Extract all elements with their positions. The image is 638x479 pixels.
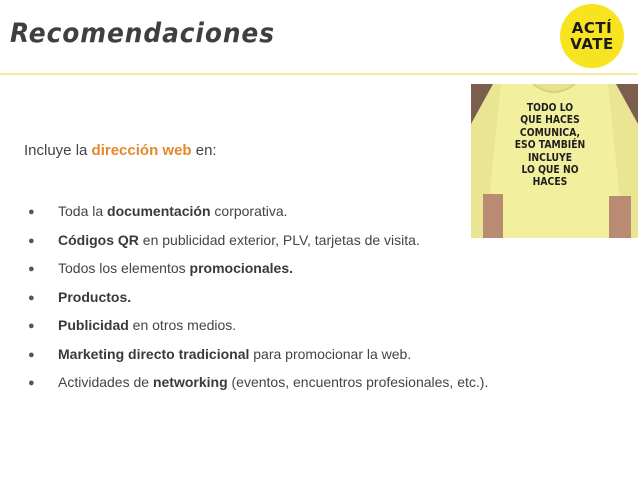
- list-item: [28, 369, 488, 398]
- intro-after: en:: [191, 142, 217, 159]
- slogan-line: INCLUYE: [527, 151, 573, 164]
- item-bold: Marketing directo tradicional: [58, 345, 250, 362]
- logo-line-1: ACTÍ: [571, 19, 613, 37]
- bullet-icon: ●: [28, 377, 35, 389]
- list-item: [28, 284, 488, 313]
- bullet-icon: ●: [28, 291, 35, 304]
- bullet-icon: ●: [28, 234, 35, 247]
- item-bold: promocionales.: [189, 260, 293, 276]
- item-bold: Productos.: [58, 288, 132, 305]
- list-item: [28, 198, 488, 227]
- slogan-line: LO QUE NO: [521, 164, 579, 177]
- item-text: en otros medios.: [128, 317, 237, 333]
- item-text: Toda la: [58, 203, 108, 219]
- slogan-line: COMUNICA,: [519, 126, 581, 139]
- item-bold: Códigos QR: [58, 231, 139, 248]
- bullet-icon: ●: [28, 263, 35, 275]
- bullet-icon: ●: [28, 206, 35, 218]
- slogan-line: TODO LO: [526, 102, 574, 114]
- item-bold: documentación: [107, 203, 211, 219]
- list-item: [28, 227, 488, 256]
- item-text: para promocionar la web.: [249, 345, 412, 362]
- bullet-icon: ●: [28, 320, 35, 332]
- slogan-line: QUE HACES: [520, 114, 580, 127]
- slogan-line: HACES: [532, 176, 568, 189]
- list-item: [28, 341, 488, 370]
- list-item: [28, 255, 488, 284]
- item-bold: Publicidad: [58, 317, 129, 333]
- item-text: en publicidad exterior, PLV, tarjetas de visita.: [138, 231, 420, 248]
- header-divider: [0, 73, 638, 75]
- item-text: Actividades de: [58, 374, 153, 390]
- slogan-line: ESO TAMBIÉN: [514, 139, 586, 152]
- logo-line-2: VATE: [570, 35, 614, 53]
- bullet-icon: ●: [28, 348, 35, 361]
- item-text: (eventos, encuentros profesionales, etc.).: [227, 374, 489, 390]
- tshirt-slogan: [510, 102, 589, 189]
- item-text: Todos los elementos: [58, 260, 190, 276]
- recommendation-list: [28, 198, 488, 398]
- intro-before: Incluye la: [24, 142, 92, 159]
- intro-highlight: dirección web: [91, 142, 192, 159]
- item-text: corporativa.: [210, 203, 288, 219]
- item-bold: networking: [152, 374, 228, 390]
- list-item: [28, 312, 488, 341]
- tshirt-photo: [471, 84, 638, 238]
- activate-logo: [560, 4, 624, 68]
- page-title: Recomendaciones: [10, 18, 275, 49]
- intro-text: [24, 142, 217, 159]
